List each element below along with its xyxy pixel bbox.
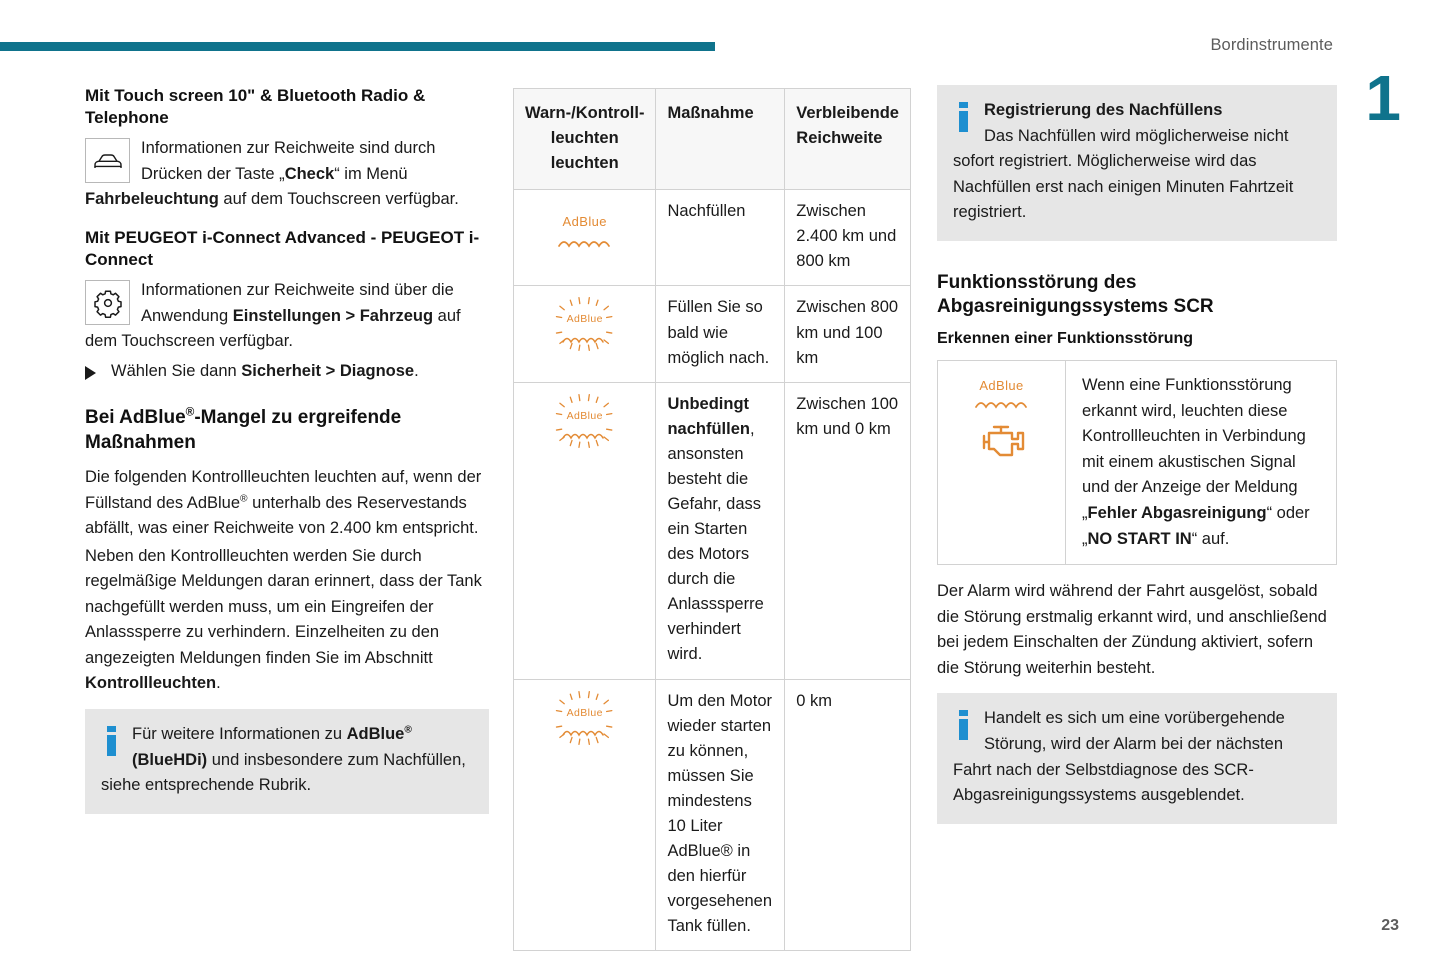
scr-bold-2: NO START IN <box>1087 529 1192 548</box>
iconnect-text-1: Informationen zur Reichweite sind über die Anwendung <box>141 281 454 325</box>
table-row <box>514 190 911 286</box>
left-column <box>85 85 489 814</box>
infobox-text-2: und insbesondere zum Nachfüllen, siehe entsprechende Rubrik. <box>101 750 466 795</box>
header-accent-bar <box>0 42 715 51</box>
lamp-cell <box>514 190 656 286</box>
table-header-range: Verbleibende Reichweite <box>785 89 911 190</box>
infobox-text-1: Für weitere Informationen zu <box>132 725 347 743</box>
header-title: Bordinstrumente <box>1210 36 1333 54</box>
adblue-blinking-icon <box>538 392 632 449</box>
heading-scr: Funktionsstörung des Abgasreinigungssystems SCR <box>937 271 1214 318</box>
arrow-text-2: . <box>414 361 419 380</box>
para-2a: Neben den Kontrollleuchten werden Sie durch regelmäßige Meldungen daran erinnert, dass der Tank nachgefüllt werden muss, um ein Eingreifen der Anlasssperre zu verhindern. Einzelheiten zu den angezeigten Meldungen finden Sie im Abschnitt <box>85 546 482 667</box>
para-1b: unterhalb des Reservestands abfällt, was einer Reichweite von 2.400 km entspricht. <box>85 493 479 538</box>
scr-text-1: Wenn eine Funktionsstörung erkannt wird, leuchten diese Kontrollleuchten in Verbindung mit einem akustischen Signal und der Anzeige der Meldung „ <box>1082 376 1306 523</box>
heading-adblue-sup: ® <box>185 405 195 419</box>
adblue-lamp-label: AdBlue <box>566 409 603 422</box>
infobox-registrierung <box>937 85 1337 241</box>
infobox-bold-1: AdBlue <box>346 725 405 743</box>
table-head <box>514 89 911 190</box>
arrow-bullet-icon <box>85 366 96 380</box>
action-rest: , ansonsten besteht die Gefahr, dass ein Starten des Motors durch die Anlasssperre verhindert wird. <box>667 419 764 664</box>
scr-lamp-box <box>937 360 1337 565</box>
para-2c: . <box>216 674 221 693</box>
iconnect-paragraph <box>85 278 489 355</box>
lamp-cell <box>514 679 656 951</box>
info-icon <box>959 102 968 132</box>
range-cell: Zwischen 800 km und 100 km <box>785 286 911 382</box>
infobox-registrierung-title: Registrierung des Nachfüllens <box>984 101 1223 119</box>
scr-description <box>1066 361 1336 564</box>
table-header-row <box>514 89 911 190</box>
action-cell: Um den Motor wieder starten zu können, müssen Sie mindestens 10 Liter AdBlue® in den hierfür vorgesehenen Tank füllen. <box>656 679 785 951</box>
touchscreen-bold-1: Check <box>284 164 335 183</box>
iconnect-text-2: auf dem Touchscreen verfügbar. <box>85 306 461 351</box>
table-body <box>514 190 911 951</box>
infobox-adblue-rubrik <box>85 709 489 814</box>
infobox-voruebergehend <box>937 693 1337 823</box>
heading-touchscreen: Mit Touch screen 10" & Bluetooth Radio & Telephone <box>85 86 426 128</box>
adblue-lamp-label: AdBlue <box>562 214 607 230</box>
warning-lamps-table <box>513 88 911 951</box>
scr-text-3: “ auf. <box>1191 529 1230 548</box>
table-header-action: Maßnahme <box>656 89 785 190</box>
paragraph-alarm: Der Alarm wird während der Fahrt ausgelöst, sobald die Störung erstmalig erkannt wird, und anschließend bei jedem Einschalten der Zündung aktiviert, sofern die Störung weiterhin besteht. <box>937 582 1327 677</box>
infobox-bold-1-sup: ® <box>404 724 412 736</box>
para-2b-bold: Kontrollleuchten <box>85 674 217 693</box>
action-cell: Nachfüllen <box>656 190 785 286</box>
scr-bold-1: Fehler Abgasreinigung <box>1087 504 1267 523</box>
adblue-lamp-label: AdBlue <box>566 313 603 326</box>
subheading-erkennen: Erkennen einer Funktionsstörung <box>937 330 1194 348</box>
infobox-registrierung-text: Das Nachfüllen wird möglicherweise nicht sofort registriert. Möglicherweise wird das Nachfüllen erst nach einigen Minuten Fahrtzeit registriert. <box>953 126 1294 222</box>
touchscreen-text-2: “ im Menü <box>334 164 408 183</box>
action-cell: Füllen Sie so bald wie möglich nach. <box>656 286 785 382</box>
lamp-cell <box>514 286 656 382</box>
touchscreen-text-3: auf dem Touchscreen verfügbar. <box>218 190 459 209</box>
range-cell: Zwischen 2.400 km und 800 km <box>785 190 911 286</box>
scr-lamp-cell <box>938 361 1066 564</box>
engine-icon <box>976 423 1028 463</box>
lamp-cell <box>514 382 656 679</box>
heading-adblue-mangel <box>85 406 489 455</box>
touchscreen-bold-2: Fahrbeleuchtung <box>85 190 219 209</box>
paragraph-kontrollleuchten <box>85 465 489 542</box>
table-row <box>514 679 911 951</box>
heading-adblue-part-1: Bei AdBlue <box>85 407 186 429</box>
adblue-blinking-icon <box>538 295 632 352</box>
table-row <box>514 382 911 679</box>
touchscreen-paragraph <box>85 136 489 213</box>
infobox-voruebergehend-text: Handelt es sich um eine vorübergehende Störung, wird der Alarm bei der nächsten Fahrt nach der Selbstdiagnose des SCR-Abgasreinigungssystems ausgeblendet. <box>953 709 1285 805</box>
range-cell: 0 km <box>785 679 911 951</box>
page-number: 23 <box>1381 917 1399 934</box>
chapter-number: 1 <box>1365 62 1401 134</box>
info-icon <box>107 726 116 756</box>
infobox-bold-2: (BlueHDi) <box>132 750 208 769</box>
middle-column <box>513 88 911 951</box>
table-header-lamps: Warn-/Kontroll- leuchten leuchten <box>514 89 656 190</box>
adblue-lamp-label: AdBlue <box>979 378 1024 394</box>
arrow-bold-1: Sicherheit > Diagnose <box>241 361 415 380</box>
scr-text-2: “ oder „ <box>1082 504 1310 548</box>
adblue-steady-icon <box>538 199 632 258</box>
para-1-sup: ® <box>240 493 248 504</box>
touchscreen-text-1: Informationen zur Reichweite sind durch Drücken der Taste „ <box>141 139 436 183</box>
adblue-lamp-label: AdBlue <box>566 706 603 719</box>
arrow-list-item-diagnose <box>85 359 489 385</box>
paragraph-meldungen <box>85 544 489 697</box>
heading-adblue-part-2: -Mangel zu ergreifende Maßnahmen <box>85 407 402 453</box>
table-row <box>514 286 911 382</box>
iconnect-bold-1: Einstellungen > Fahrzeug <box>232 306 434 325</box>
adblue-steady-icon <box>974 377 1030 411</box>
info-icon <box>959 710 968 740</box>
para-1a: Die folgenden Kontrollleuchten leuchten auf, wenn der Füllstand des AdBlue <box>85 467 482 512</box>
action-cell <box>656 382 785 679</box>
action-bold: Unbedingt nachfüllen <box>667 394 750 438</box>
adblue-blinking-icon <box>538 689 632 746</box>
car-icon <box>85 138 130 183</box>
range-cell: Zwischen 100 km und 0 km <box>785 382 911 679</box>
right-column <box>937 85 1337 824</box>
heading-iconnect: Mit PEUGEOT i-Connect Advanced - PEUGEOT i-Connect <box>85 227 480 269</box>
arrow-text-1: Wählen Sie dann <box>111 361 242 380</box>
gear-icon <box>85 280 130 325</box>
